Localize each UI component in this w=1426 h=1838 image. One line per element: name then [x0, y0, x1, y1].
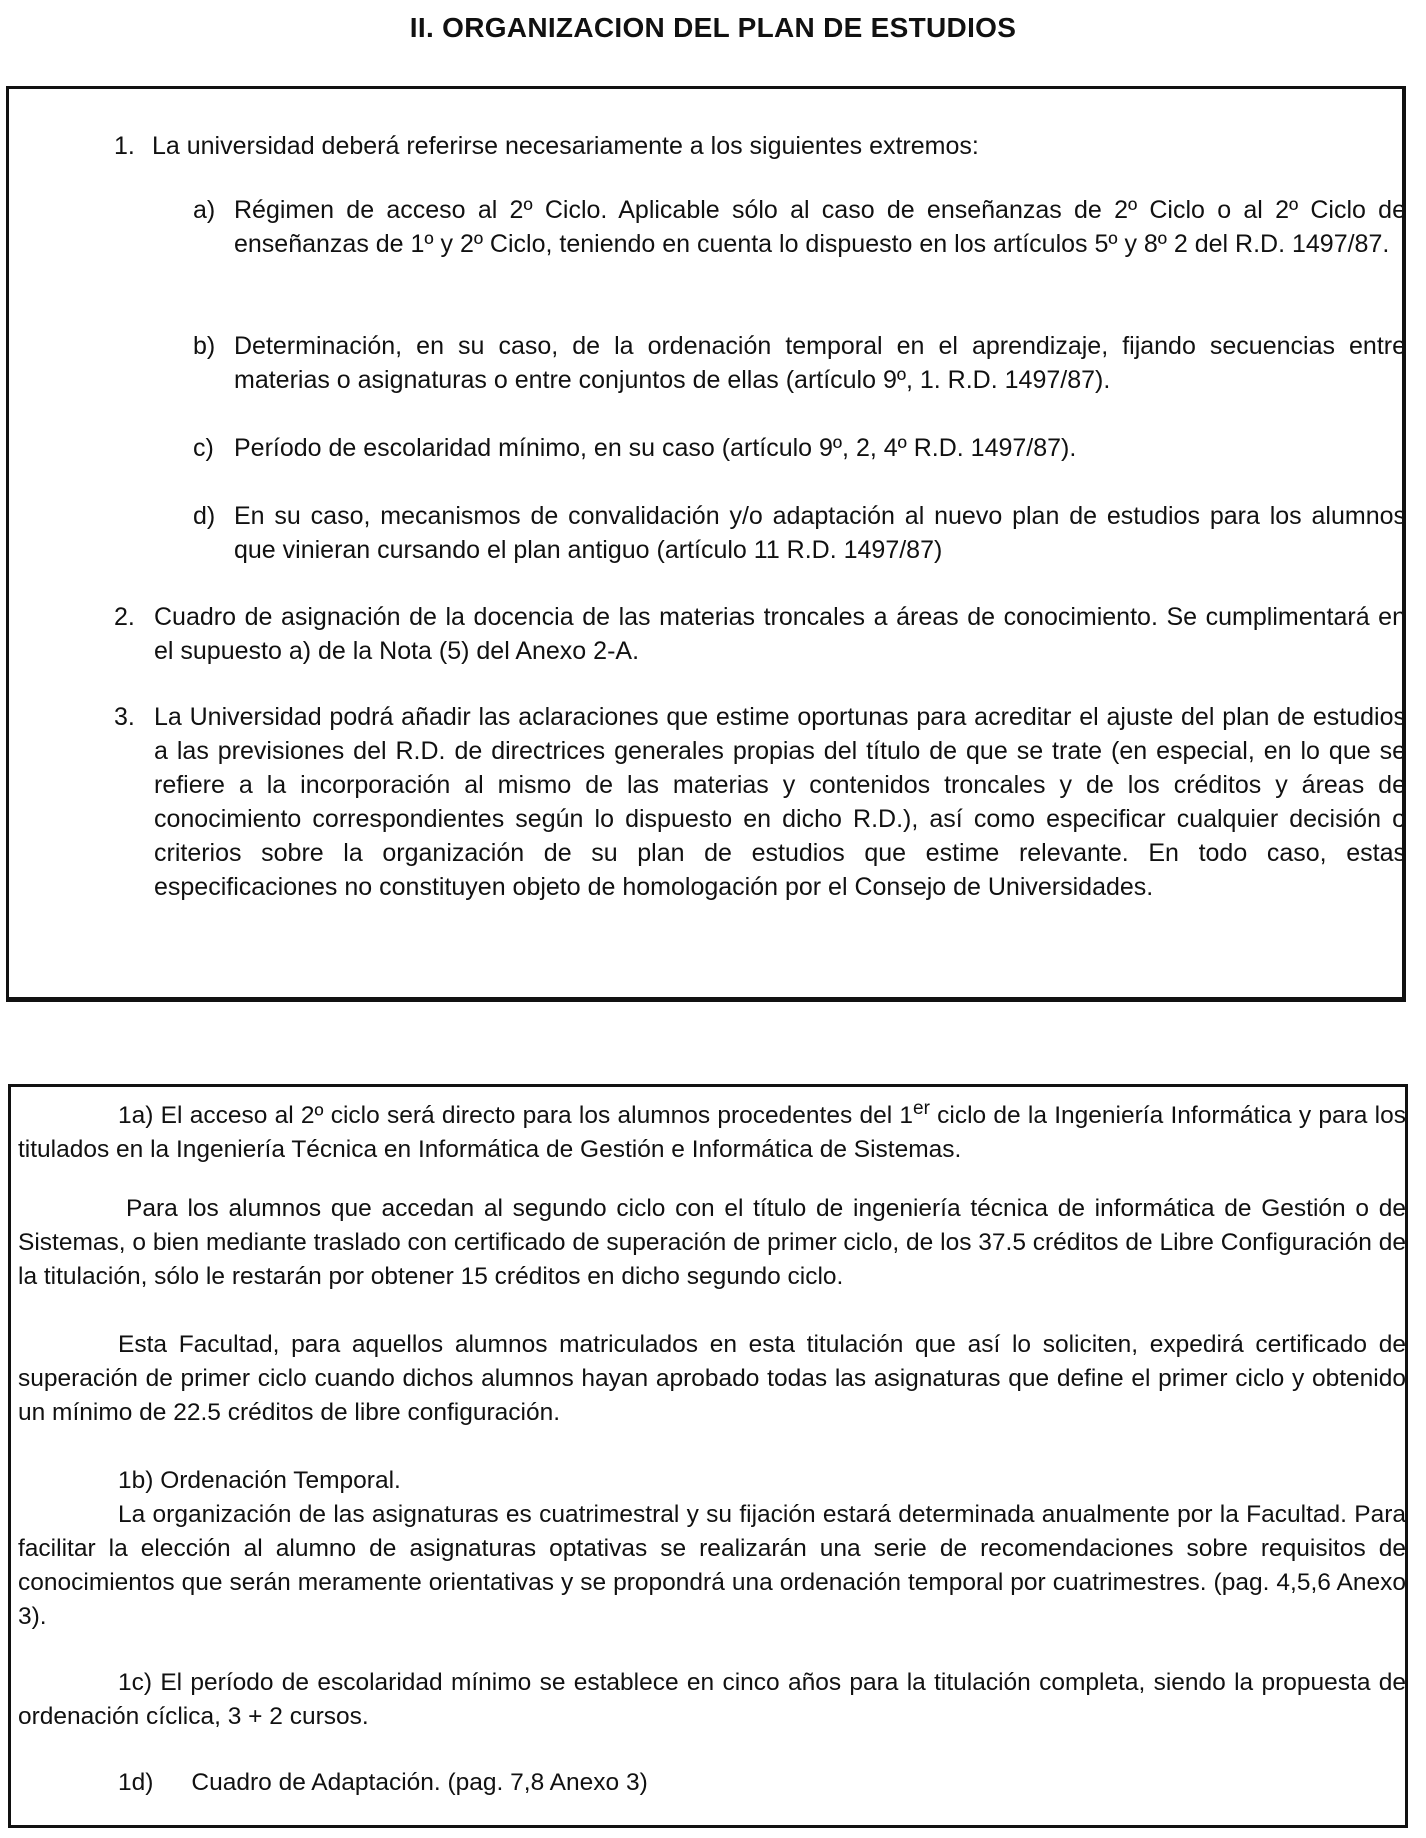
subitem-a-text: Régimen de acceso al 2º Ciclo. Aplicable sólo al caso de enseñanzas de 2º Ciclo o al 2º Ciclo de enseñanzas de 1º y 2º Ciclo, teniendo en cuenta lo dispuesto en los artículos 5º y 8º 2 del R.D. 1497/87.: [234, 196, 1406, 258]
section-1b-heading: 1b) Ordenación Temporal.: [118, 1467, 401, 1494]
section-1d-text: Cuadro de Adaptación. (pag. 7,8 Anexo 3): [191, 1769, 648, 1796]
section-1d-label: 1d): [118, 1769, 154, 1796]
subitem-a-letter: a): [193, 196, 216, 224]
paragraph-1c: 1c) El período de escolaridad mínimo se establece en cinco años para la titulación completa, siendo la propuesta de ordenación cíclica, 3 + 2 cursos.: [18, 1669, 1406, 1730]
subitem-c-letter: c): [193, 434, 214, 462]
paragraph-1a: 1a) El acceso al 2º ciclo será directo para los alumnos procedentes del 1er ciclo de la Ingeniería Informática y para los titulados en la Ingeniería Técnica en Informática de Gestión e Informática de Sistemas.: [18, 1098, 1406, 1164]
item-1-text: La universidad deberá referirse necesariamente a los siguientes extremos:: [152, 132, 979, 160]
paragraph-1a-second: Para los alumnos que accedan al segundo ciclo con el título de ingeniería técnica de informática de Gestión o de Sistemas, o bien mediante traslado con certificado de superación de primer ciclo, de los 37.5 créditos de Libre Configuración de la titulación, sólo le restarán por obtener 15 créditos en dicho segundo ciclo.: [18, 1195, 1406, 1290]
page-title: II. ORGANIZACION DEL PLAN DE ESTUDIOS: [409, 12, 1017, 43]
subitem-d-letter: d): [193, 502, 216, 530]
ordinal-superscript: er: [913, 1098, 930, 1119]
subitem-b-letter: b): [193, 332, 216, 360]
item-2-number: 2.: [114, 603, 135, 631]
item-2-text: Cuadro de asignación de la docencia de las materias troncales a áreas de conocimiento. Se cumplimentará en el supuesto a) de la Nota (5) del Anexo 2-A.: [154, 603, 1406, 665]
item-3-text: La Universidad podrá añadir las aclaraciones que estime oportunas para acreditar el ajuste del plan de estudios a las previsiones del R.D. de directrices generales propias del título de que se trate (en especial, en lo que se refiere a la incorporación al mismo de las materias y contenidos troncales y de los créditos y áreas de conocimiento correspondientes según lo dispuesto en dicho R.D.), así como especificar cualquier decisión o criterios sobre la organización de su plan de estudios que estime relevante. En todo caso, estas especificaciones no constituyen objeto de homologación por el Consejo de Universidades.: [154, 703, 1406, 901]
paragraph-1a-third: Esta Facultad, para aquellos alumnos matriculados en esta titulación que así lo soliciten, expedirá certificado de superación de primer ciclo cuando dichos alumnos hayan aprobado todas las asignaturas que define el primer ciclo y obtenido un mínimo de 22.5 créditos de libre configuración.: [18, 1331, 1406, 1426]
item-1-number: 1.: [114, 132, 135, 160]
item-3-number: 3.: [114, 703, 135, 731]
paragraph-1b: [18, 1464, 1406, 1634]
section-1b-text: La organización de las asignaturas es cuatrimestral y su fijación estará determinada anualmente por la Facultad. Para facilitar la elección al alumno de asignaturas optativas se realizarán una serie de recomendaciones sobre requisitos de conocimientos que serán meramente orientativas y se propondrá una ordenación temporal por cuatrimestres. (pag. 4,5,6 Anexo 3).: [18, 1501, 1406, 1630]
subitem-b-text: Determinación, en su caso, de la ordenación temporal en el aprendizaje, fijando secuencias entre materias o asignaturas o entre conjuntos de ellas (artículo 9º, 1. R.D. 1497/87).: [234, 332, 1406, 394]
subitem-c-text: Período de escolaridad mínimo, en su caso (artículo 9º, 2, 4º R.D. 1497/87).: [234, 434, 1077, 462]
subitem-d-text: En su caso, mecanismos de convalidación y/o adaptación al nuevo plan de estudios para los alumnos que vinieran cursando el plan antiguo (artículo 11 R.D. 1497/87): [234, 502, 1406, 564]
paragraph-1d: [18, 1766, 1406, 1800]
